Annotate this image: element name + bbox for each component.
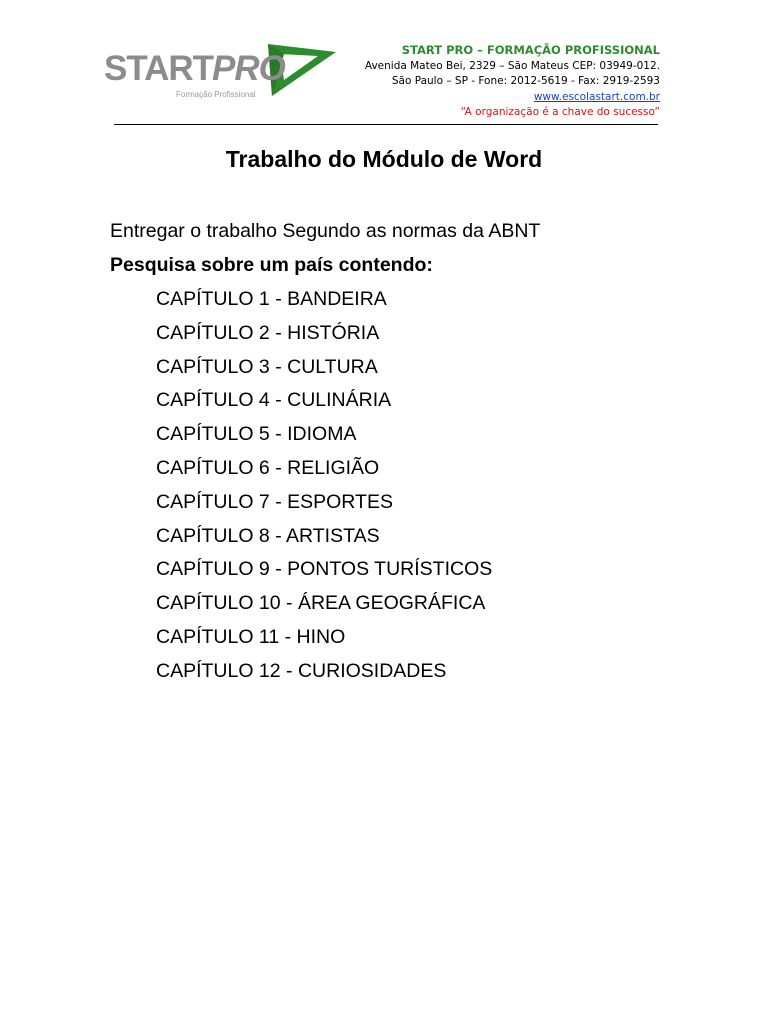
website-link[interactable]: www.escolastart.com.br	[533, 90, 660, 103]
chapter-item: CAPÍTULO 7 - ESPORTES	[156, 490, 393, 513]
subheading: Pesquisa sobre um país contendo:	[110, 254, 433, 276]
chapter-item: CAPÍTULO 4 - CULINÁRIA	[156, 389, 392, 412]
svg-text:PRO: PRO	[212, 49, 285, 88]
chapter-item: CAPÍTULO 5 - IDIOMA	[156, 423, 357, 446]
address-line: Avenida Mateo Bei, 2329 – São Mateus CEP: 03949-012.	[364, 59, 660, 72]
city-phone-line: São Paulo – SP - Fone: 2012-5619 - Fax: 2919-2593	[391, 75, 660, 87]
header-divider	[114, 124, 658, 125]
intro-text: Entregar o trabalho Segundo as normas da ABNT	[110, 220, 541, 242]
svg-text:Formação Profissional: Formação Profissional	[176, 90, 256, 99]
chapter-item: CAPÍTULO 11 - HINO	[156, 625, 346, 648]
chapter-list	[156, 287, 492, 693]
letterhead	[104, 40, 660, 118]
chapter-item: CAPÍTULO 6 - RELIGIÃO	[156, 456, 380, 479]
startpro-logo	[104, 40, 340, 102]
chapter-item: CAPÍTULO 3 - CULTURA	[156, 355, 378, 378]
motto: “A organização é a chave do sucesso”	[460, 106, 660, 118]
chapter-item: CAPÍTULO 1 - BANDEIRA	[156, 288, 387, 310]
chapter-item: CAPÍTULO 12 - CURIOSIDADES	[156, 659, 447, 682]
contact-block	[365, 43, 660, 121]
company-name: START PRO – FORMAÇÃO PROFISSIONAL	[401, 43, 660, 57]
chapter-item: CAPÍTULO 2 - HISTÓRIA	[156, 321, 380, 344]
chapter-item: CAPÍTULO 8 - ARTISTAS	[156, 524, 380, 547]
svg-text:START: START	[104, 49, 214, 88]
chapter-item: CAPÍTULO 9 - PONTOS TURÍSTICOS	[156, 558, 493, 581]
chapter-item: CAPÍTULO 10 - ÁREA GEOGRÁFICA	[156, 592, 486, 615]
document-title: Trabalho do Módulo de Word	[225, 146, 543, 172]
